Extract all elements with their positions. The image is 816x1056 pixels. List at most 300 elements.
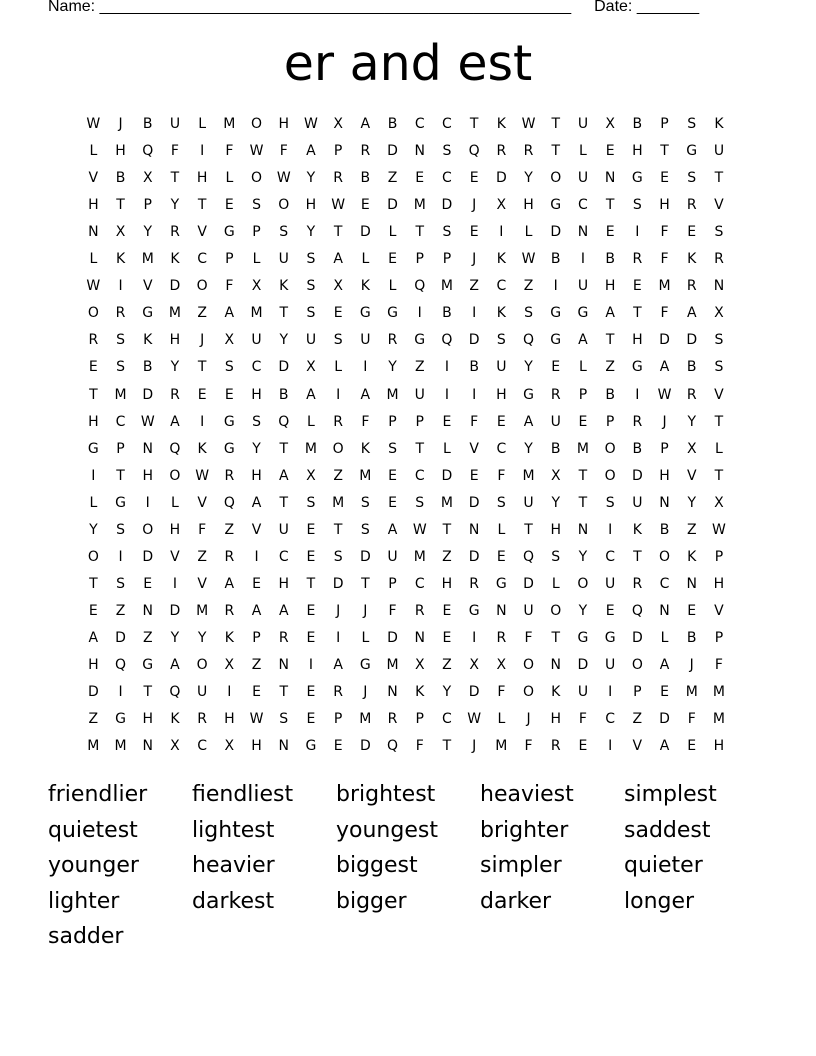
grid-letter: U (278, 251, 290, 268)
grid-letter: F (198, 521, 207, 538)
grid-letter: H (88, 413, 100, 430)
name-blank: _____________________________________________________ (99, 0, 572, 15)
grid-letter: K (197, 440, 208, 457)
grid-letter: Q (169, 684, 181, 701)
grid-letter: X (170, 738, 181, 755)
grid-letter: R (632, 413, 643, 430)
grid-letter: W (249, 711, 264, 728)
grid-letter: S (116, 359, 126, 376)
grid-letter: Y (143, 224, 153, 241)
grid-letter: D (468, 494, 481, 511)
grid-letter: A (659, 657, 670, 673)
grid-letter: Y (89, 521, 99, 538)
grid-letter: B (686, 629, 698, 646)
grid-letter: V (632, 738, 643, 755)
grid-letter: E (442, 629, 452, 646)
grid-letter: S (415, 494, 425, 511)
word-list-item: youngest (336, 817, 438, 843)
grid-row (80, 301, 733, 328)
grid-letter: M (223, 116, 236, 132)
grid-letter: X (714, 494, 725, 511)
grid-letter: M (440, 278, 454, 295)
word-list-item: simplest (624, 782, 717, 807)
grid-letter: E (496, 548, 507, 565)
grid-letter: R (632, 575, 643, 592)
grid-letter: B (632, 116, 643, 132)
grid-letter: B (115, 170, 126, 187)
grid-letter: Y (197, 629, 207, 646)
grid-letter: W (467, 711, 482, 728)
grid-letter: S (496, 332, 507, 349)
grid-letter: D (686, 332, 698, 349)
header (48, 0, 699, 16)
grid-letter: S (714, 332, 724, 349)
grid-letter: Y (578, 602, 588, 619)
grid-letter: I (608, 738, 613, 755)
grid-letter: I (608, 521, 613, 538)
grid-letter: A (659, 738, 670, 755)
grid-letter: F (225, 143, 234, 160)
grid-letter: S (333, 332, 344, 349)
grid-letter: B (360, 170, 371, 187)
word-list-item: simpler (480, 853, 562, 878)
grid-letter: M (114, 738, 128, 755)
grid-letter: G (223, 224, 236, 241)
grid-letter: G (523, 386, 535, 403)
grid-letter: A (333, 251, 344, 268)
grid-letter: J (689, 657, 695, 673)
grid-letter: T (197, 359, 207, 376)
grid-letter: S (442, 143, 452, 160)
grid-letter: M (250, 305, 264, 322)
grid-letter: N (88, 224, 100, 241)
grid-letter: K (687, 548, 697, 565)
grid-letter: T (633, 305, 643, 322)
grid-letter: Z (88, 711, 99, 728)
grid-letter: R (115, 305, 126, 322)
grid-letter: W (521, 116, 536, 132)
grid-letter: I (227, 684, 232, 701)
grid-letter: G (631, 359, 644, 376)
grid-letter: V (714, 197, 725, 214)
grid-letter: T (89, 386, 99, 403)
grid-letter: O (523, 657, 535, 673)
grid-letter: I (172, 575, 178, 592)
grid-row (80, 680, 733, 707)
grid-letter: U (305, 332, 317, 349)
grid-letter: O (251, 170, 263, 187)
grid-letter: A (170, 657, 181, 673)
grid-letter: H (305, 197, 317, 214)
grid-letter: E (197, 386, 208, 403)
grid-letter: H (196, 170, 208, 187)
grid-letter: E (469, 224, 480, 241)
grid-letter: F (225, 278, 234, 295)
grid-letter: U (577, 116, 589, 132)
grid-letter: E (687, 224, 697, 241)
word-list-item: younger (48, 853, 139, 878)
grid-letter: S (360, 521, 371, 538)
grid-letter: P (442, 251, 452, 268)
grid-letter: E (578, 738, 588, 755)
grid-letter: H (224, 711, 236, 728)
grid-letter: N (142, 602, 154, 619)
grid-letter: X (306, 467, 317, 484)
grid-letter: P (252, 224, 262, 241)
grid-letter: I (336, 386, 341, 403)
grid-letter: B (550, 251, 562, 268)
grid-letter: G (686, 143, 698, 160)
grid-letter: E (442, 602, 452, 619)
grid-letter: L (497, 521, 506, 538)
grid-letter: Y (551, 494, 561, 511)
grid-letter: W (331, 197, 346, 214)
name-label: Name: (48, 0, 96, 15)
grid-letter: D (577, 657, 589, 673)
grid-letter: F (714, 657, 724, 673)
grid-letter: Z (442, 548, 453, 565)
grid-letter: U (414, 386, 426, 403)
grid-letter: T (197, 197, 207, 214)
grid-letter: H (88, 657, 100, 673)
grid-letter: J (526, 711, 532, 728)
grid-letter: T (415, 224, 425, 241)
grid-letter: Y (170, 629, 180, 646)
grid-letter: T (714, 170, 724, 187)
grid-letter: A (360, 386, 371, 403)
word-list-item: heavier (192, 853, 275, 878)
grid-letter: B (605, 251, 616, 268)
grid-letter: A (523, 413, 534, 430)
grid-letter: N (659, 602, 671, 619)
grid-row (80, 464, 733, 491)
grid-row (80, 220, 733, 247)
grid-letter: G (359, 305, 372, 322)
grid-letter: M (114, 386, 128, 403)
grid-letter: W (249, 143, 264, 160)
grid-letter: W (712, 521, 727, 538)
grid-letter: X (414, 657, 426, 673)
grid-letter: O (332, 440, 345, 457)
grid-letter: M (359, 467, 372, 484)
grid-letter: C (251, 359, 262, 376)
grid-letter: I (499, 224, 504, 241)
grid-letter: T (524, 521, 534, 538)
grid-letter: K (360, 278, 371, 295)
grid-letter: U (360, 332, 371, 349)
grid-letter: E (306, 548, 316, 565)
grid-letter: E (224, 386, 235, 403)
grid-letter: I (417, 305, 423, 322)
grid-letter: K (687, 251, 697, 268)
grid-letter: X (496, 657, 507, 673)
grid-letter: S (551, 548, 561, 565)
grid-letter: T (116, 197, 126, 214)
grid-letter: N (278, 738, 290, 755)
grid-letter: Z (469, 278, 480, 295)
grid-row (80, 247, 733, 274)
grid-letter: L (361, 629, 370, 646)
grid-letter: H (632, 143, 644, 160)
grid-letter: D (523, 575, 535, 592)
grid-letter: D (468, 684, 481, 701)
grid-letter: W (86, 116, 101, 132)
grid-letter: D (659, 332, 671, 349)
grid-letter: F (361, 413, 370, 430)
grid-letter: P (660, 116, 670, 132)
grid-letter: G (631, 170, 644, 187)
grid-letter: Z (387, 170, 398, 187)
grid-letter: H (251, 738, 263, 755)
grid-letter: S (496, 494, 507, 511)
grid-letter: Q (523, 548, 535, 565)
grid-letter: U (197, 684, 208, 701)
grid-row (80, 518, 733, 545)
grid-letter: M (141, 251, 155, 268)
grid-letter: R (224, 467, 235, 484)
grid-letter: Q (223, 494, 236, 511)
grid-letter: C (578, 197, 589, 214)
grid-letter: X (224, 332, 235, 349)
grid-letter: T (306, 575, 316, 592)
grid-letter: N (577, 521, 589, 538)
grid-letter: J (363, 684, 368, 701)
grid-letter: U (577, 278, 589, 295)
grid-letter: V (469, 440, 480, 457)
grid-letter: Y (578, 548, 588, 565)
grid-letter: F (660, 224, 670, 241)
grid-letter: B (605, 386, 616, 403)
grid-letter: P (252, 629, 262, 646)
grid-letter: F (497, 684, 506, 701)
grid-letter: E (415, 170, 425, 187)
grid-letter: M (440, 494, 454, 511)
grid-letter: B (142, 116, 154, 132)
word-list-item: brighter (480, 817, 569, 843)
grid-letter: O (631, 657, 644, 673)
grid-letter: M (712, 684, 726, 701)
grid-letter: Y (687, 494, 697, 511)
grid-letter: S (224, 359, 235, 376)
grid-letter: S (116, 575, 126, 592)
grid-letter: Z (414, 359, 426, 376)
grid-letter: G (115, 494, 127, 511)
grid-letter: I (472, 629, 477, 646)
grid-letter: Q (169, 440, 181, 457)
grid-letter: C (278, 548, 290, 565)
grid-letter: G (387, 305, 399, 322)
grid-letter: H (441, 575, 453, 592)
grid-letter: H (659, 197, 671, 214)
grid-letter: Z (605, 359, 616, 376)
grid-letter: V (142, 278, 154, 295)
grid-letter: H (713, 575, 725, 592)
grid-letter: E (333, 305, 344, 322)
grid-letter: A (333, 657, 344, 673)
grid-letter: T (714, 467, 724, 484)
grid-letter: C (414, 116, 426, 132)
grid-row (80, 274, 733, 301)
grid-letter: R (496, 143, 507, 160)
grid-letter: X (224, 657, 235, 673)
grid-letter: D (631, 467, 644, 484)
grid-letter: O (251, 116, 263, 132)
grid-letter: E (442, 413, 452, 430)
grid-letter: F (578, 711, 588, 728)
grid-letter: I (635, 224, 640, 241)
grid-letter: O (550, 602, 562, 619)
grid-letter: M (304, 440, 318, 457)
grid-letter: I (635, 386, 640, 403)
grid-letter: B (659, 521, 670, 538)
date-blank: _______ (636, 0, 700, 15)
grid-letter: Y (170, 359, 180, 376)
grid-letter: C (115, 413, 126, 430)
grid-letter: E (632, 278, 643, 295)
grid-letter: R (170, 386, 181, 403)
grid-letter: Q (387, 738, 399, 755)
grid-letter: K (496, 116, 507, 132)
grid-letter: E (360, 197, 371, 214)
grid-letter: R (170, 224, 181, 241)
grid-letter: T (279, 305, 289, 322)
grid-letter: A (686, 305, 698, 322)
grid-letter: L (225, 170, 234, 187)
grid-letter: N (468, 521, 480, 538)
grid-row (80, 112, 733, 139)
grid-row (80, 734, 733, 761)
grid-letter: E (306, 602, 316, 619)
grid-letter: L (579, 143, 588, 160)
grid-letter: E (252, 684, 262, 701)
grid-letter: L (252, 251, 261, 268)
grid-letter: F (388, 602, 398, 619)
grid-letter: T (442, 521, 452, 538)
grid-letter: N (414, 143, 426, 160)
grid-letter: N (659, 494, 671, 511)
grid-letter: P (714, 548, 724, 565)
grid-letter: K (279, 278, 289, 295)
grid-letter: S (116, 332, 126, 349)
grid-letter: O (142, 521, 154, 538)
grid-letter: V (197, 224, 208, 241)
word-list-item: brightest (336, 782, 436, 807)
grid-letter: H (169, 332, 181, 349)
grid-letter: O (87, 305, 100, 322)
grid-letter: L (89, 494, 98, 511)
grid-letter: E (660, 684, 670, 701)
grid-letter: U (577, 684, 589, 701)
grid-letter: J (472, 738, 477, 755)
grid-letter: E (306, 521, 316, 538)
grid-letter: Y (524, 359, 534, 376)
grid-letter: Z (442, 657, 453, 673)
grid-letter: H (142, 711, 154, 728)
grid-letter: D (359, 224, 372, 241)
grid-letter: E (388, 467, 398, 484)
grid-letter: A (278, 467, 290, 484)
grid-letter: T (333, 521, 343, 538)
grid-letter: Z (686, 521, 698, 538)
grid-letter: R (632, 251, 643, 268)
grid-letter: D (278, 359, 290, 376)
grid-letter: A (224, 575, 235, 592)
grid-letter: C (414, 467, 426, 484)
grid-letter: J (118, 116, 124, 132)
grid-letter: B (142, 359, 154, 376)
grid-letter: P (660, 440, 670, 457)
grid-letter: H (604, 278, 616, 295)
grid-letter: J (363, 602, 368, 619)
grid-letter: T (442, 738, 452, 755)
grid-letter: Q (468, 143, 481, 160)
grid-letter: O (577, 575, 589, 592)
grid-letter: R (333, 170, 344, 187)
grid-letter: Q (441, 332, 453, 349)
grid-letter: Y (306, 224, 316, 241)
grid-letter: B (550, 440, 562, 457)
word-list-item: saddest (624, 817, 711, 843)
grid-letter: D (550, 224, 562, 241)
grid-letter: B (469, 359, 480, 376)
grid-letter: T (551, 116, 561, 132)
grid-letter: O (604, 440, 617, 457)
grid-letter: O (196, 278, 209, 295)
grid-row (80, 626, 733, 653)
grid-letter: G (495, 575, 508, 592)
grid-letter: U (523, 602, 535, 619)
grid-letter: J (662, 413, 668, 430)
grid-letter: Q (414, 278, 426, 295)
grid-letter: R (414, 602, 426, 619)
grid-letter: D (142, 386, 154, 403)
grid-letter: L (579, 359, 588, 376)
grid-letter: H (251, 386, 263, 403)
word-list-item: longer (624, 888, 695, 914)
grid-letter: X (333, 278, 344, 295)
grid-letter: I (444, 386, 450, 403)
grid-letter: M (522, 467, 536, 484)
grid-letter: T (143, 684, 153, 701)
grid-letter: U (523, 494, 535, 511)
grid-letter: I (200, 413, 205, 430)
grid-letter: G (550, 197, 562, 214)
grid-letter: Z (142, 629, 154, 646)
grid-letter: P (388, 575, 398, 592)
word-list-item: darkest (192, 888, 275, 914)
date-label: Date: (594, 0, 633, 15)
grid-letter: X (333, 116, 344, 132)
grid-letter: N (142, 440, 154, 457)
grid-letter: M (658, 278, 672, 295)
grid-letter: Q (278, 413, 290, 430)
grid-letter: U (605, 575, 616, 592)
grid-letter: U (577, 170, 589, 187)
grid-letter: S (714, 359, 724, 376)
grid-letter: X (605, 116, 616, 132)
grid-letter: U (550, 413, 562, 430)
word-list-item: bigger (336, 888, 407, 914)
grid-letter: M (386, 657, 400, 673)
grid-letter: C (442, 170, 453, 187)
grid-letter: I (91, 467, 96, 484)
grid-letter: P (714, 629, 724, 646)
grid-letter: T (279, 440, 289, 457)
grid-letter: I (553, 278, 559, 295)
grid-letter: Q (631, 602, 644, 619)
grid-letter: O (604, 467, 617, 484)
grid-letter: E (252, 575, 262, 592)
